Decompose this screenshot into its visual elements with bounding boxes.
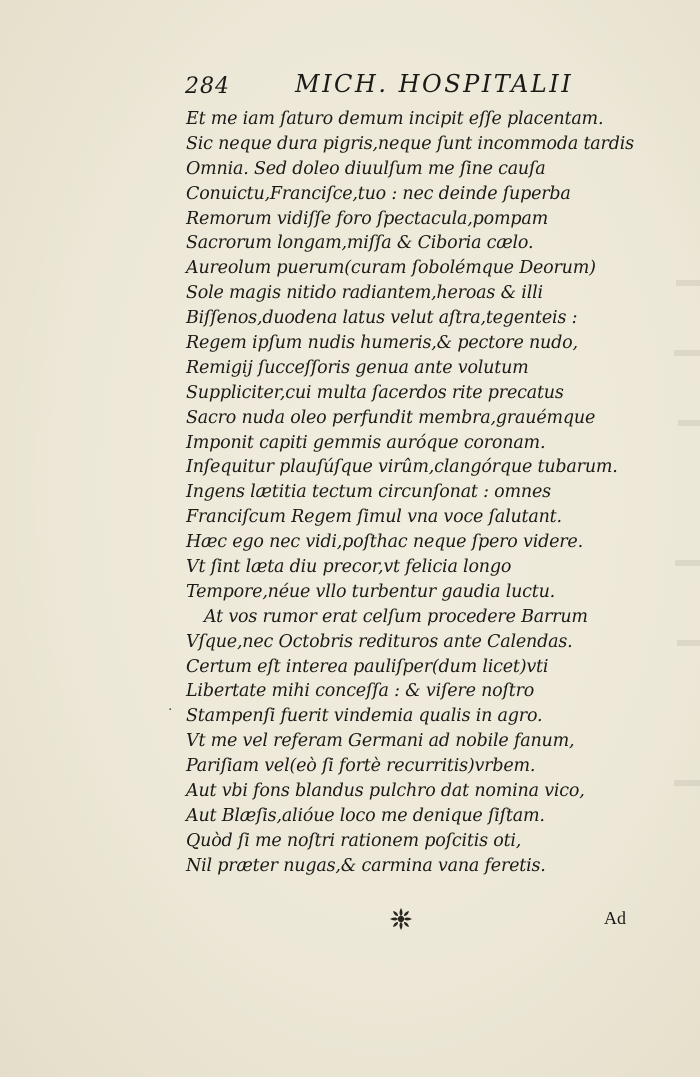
verse-line: Conuictu,Franciſce,tuo : nec deinde ſuperba <box>186 183 571 204</box>
verse-line: Nil præter nugas,& carmina vana feretis. <box>186 855 546 876</box>
verse-line: Remigij ſucceſſoris genua ante volutum <box>186 357 529 378</box>
verse-line: Sic neque dura pigris,neque ſunt incommoda tardis <box>186 133 634 154</box>
verse-line: Suppliciter,cui multa ſacerdos rite precatus <box>186 382 564 403</box>
verse-line: Omnia. Sed doleo diuulſum me ſine cauſa <box>186 158 546 179</box>
running-head: MICH. HOSPITALII <box>295 70 574 98</box>
verse-line: Aureolum puerum(curam ſobolémque Deorum) <box>186 258 596 279</box>
fleuron-icon <box>388 906 414 932</box>
verse-line: Sacrorum longam,miſſa & Ciboria cælo. <box>186 233 534 254</box>
verse-line: Ingens lætitia tectum circunſonat : omnes <box>186 482 551 503</box>
page-number: 284 <box>185 74 230 99</box>
verse-line: Certum eſt interea pauliſper(dum licet)vti <box>186 656 549 677</box>
verse-line: Remorum vidiſſe foro ſpectacula,pompam <box>186 208 549 229</box>
verse-line: Pariſiam vel(eò ſi fortè recurritis)vrbem. <box>186 756 536 777</box>
catchword: Ad <box>604 908 626 928</box>
verse-line: Aut vbi fons blandus pulchro dat nomina vico, <box>186 781 585 802</box>
page-header <box>185 70 585 104</box>
verse-line: At vos rumor erat celſum procedere Barrum <box>204 606 588 627</box>
verse-line: Vt me vel referam Germani ad nobile fanum, <box>186 731 575 752</box>
verse-line: Libertate mihi conceſſa : & viſere noſtro <box>186 681 535 702</box>
verse-line: Franciſcum Regem ſimul vna voce ſalutant. <box>186 507 562 528</box>
verse-line: Aut Blæſis,alióue loco me denique ſiſtam. <box>186 805 545 826</box>
verse-line: Vt ſint læta diu precor,vt felicia longo <box>186 557 512 578</box>
verse-line: Sacro nuda oleo perfundit membra,grauémque <box>186 407 596 428</box>
show-through-shadow <box>670 260 700 860</box>
verse-line: Stampenſi fuerit vindemia qualis in agro. <box>186 706 543 727</box>
verse-line: Inſequitur plauſúſque virûm,clangórque tubarum. <box>186 457 618 478</box>
verse-line: Hæc ego nec vidi,poſthac neque ſpero videre. <box>186 532 583 553</box>
verse-line: Sole magis nitido radiantem,heroas & illi <box>186 283 543 304</box>
verse-line: Imponit capiti gemmis auróque coronam. <box>186 432 546 453</box>
verse-line: Quòd ſi me noſtri rationem poſcitis oti, <box>186 830 522 851</box>
verse-line: Biſſenos,duodena latus velut aſtra,tegenteis : <box>186 308 578 329</box>
margin-mark: · <box>168 702 173 718</box>
verse-line: Vſque,nec Octobris redituros ante Calendas. <box>186 631 573 652</box>
poem-text <box>186 107 656 879</box>
verse-line: Regem ipſum nudis humeris,& pectore nudo, <box>186 333 578 354</box>
verse-line: Et me iam ſaturo demum incipit eſſe placentam. <box>186 109 604 129</box>
verse-line: Tempore,néue vllo turbentur gaudia luctu. <box>186 581 556 602</box>
